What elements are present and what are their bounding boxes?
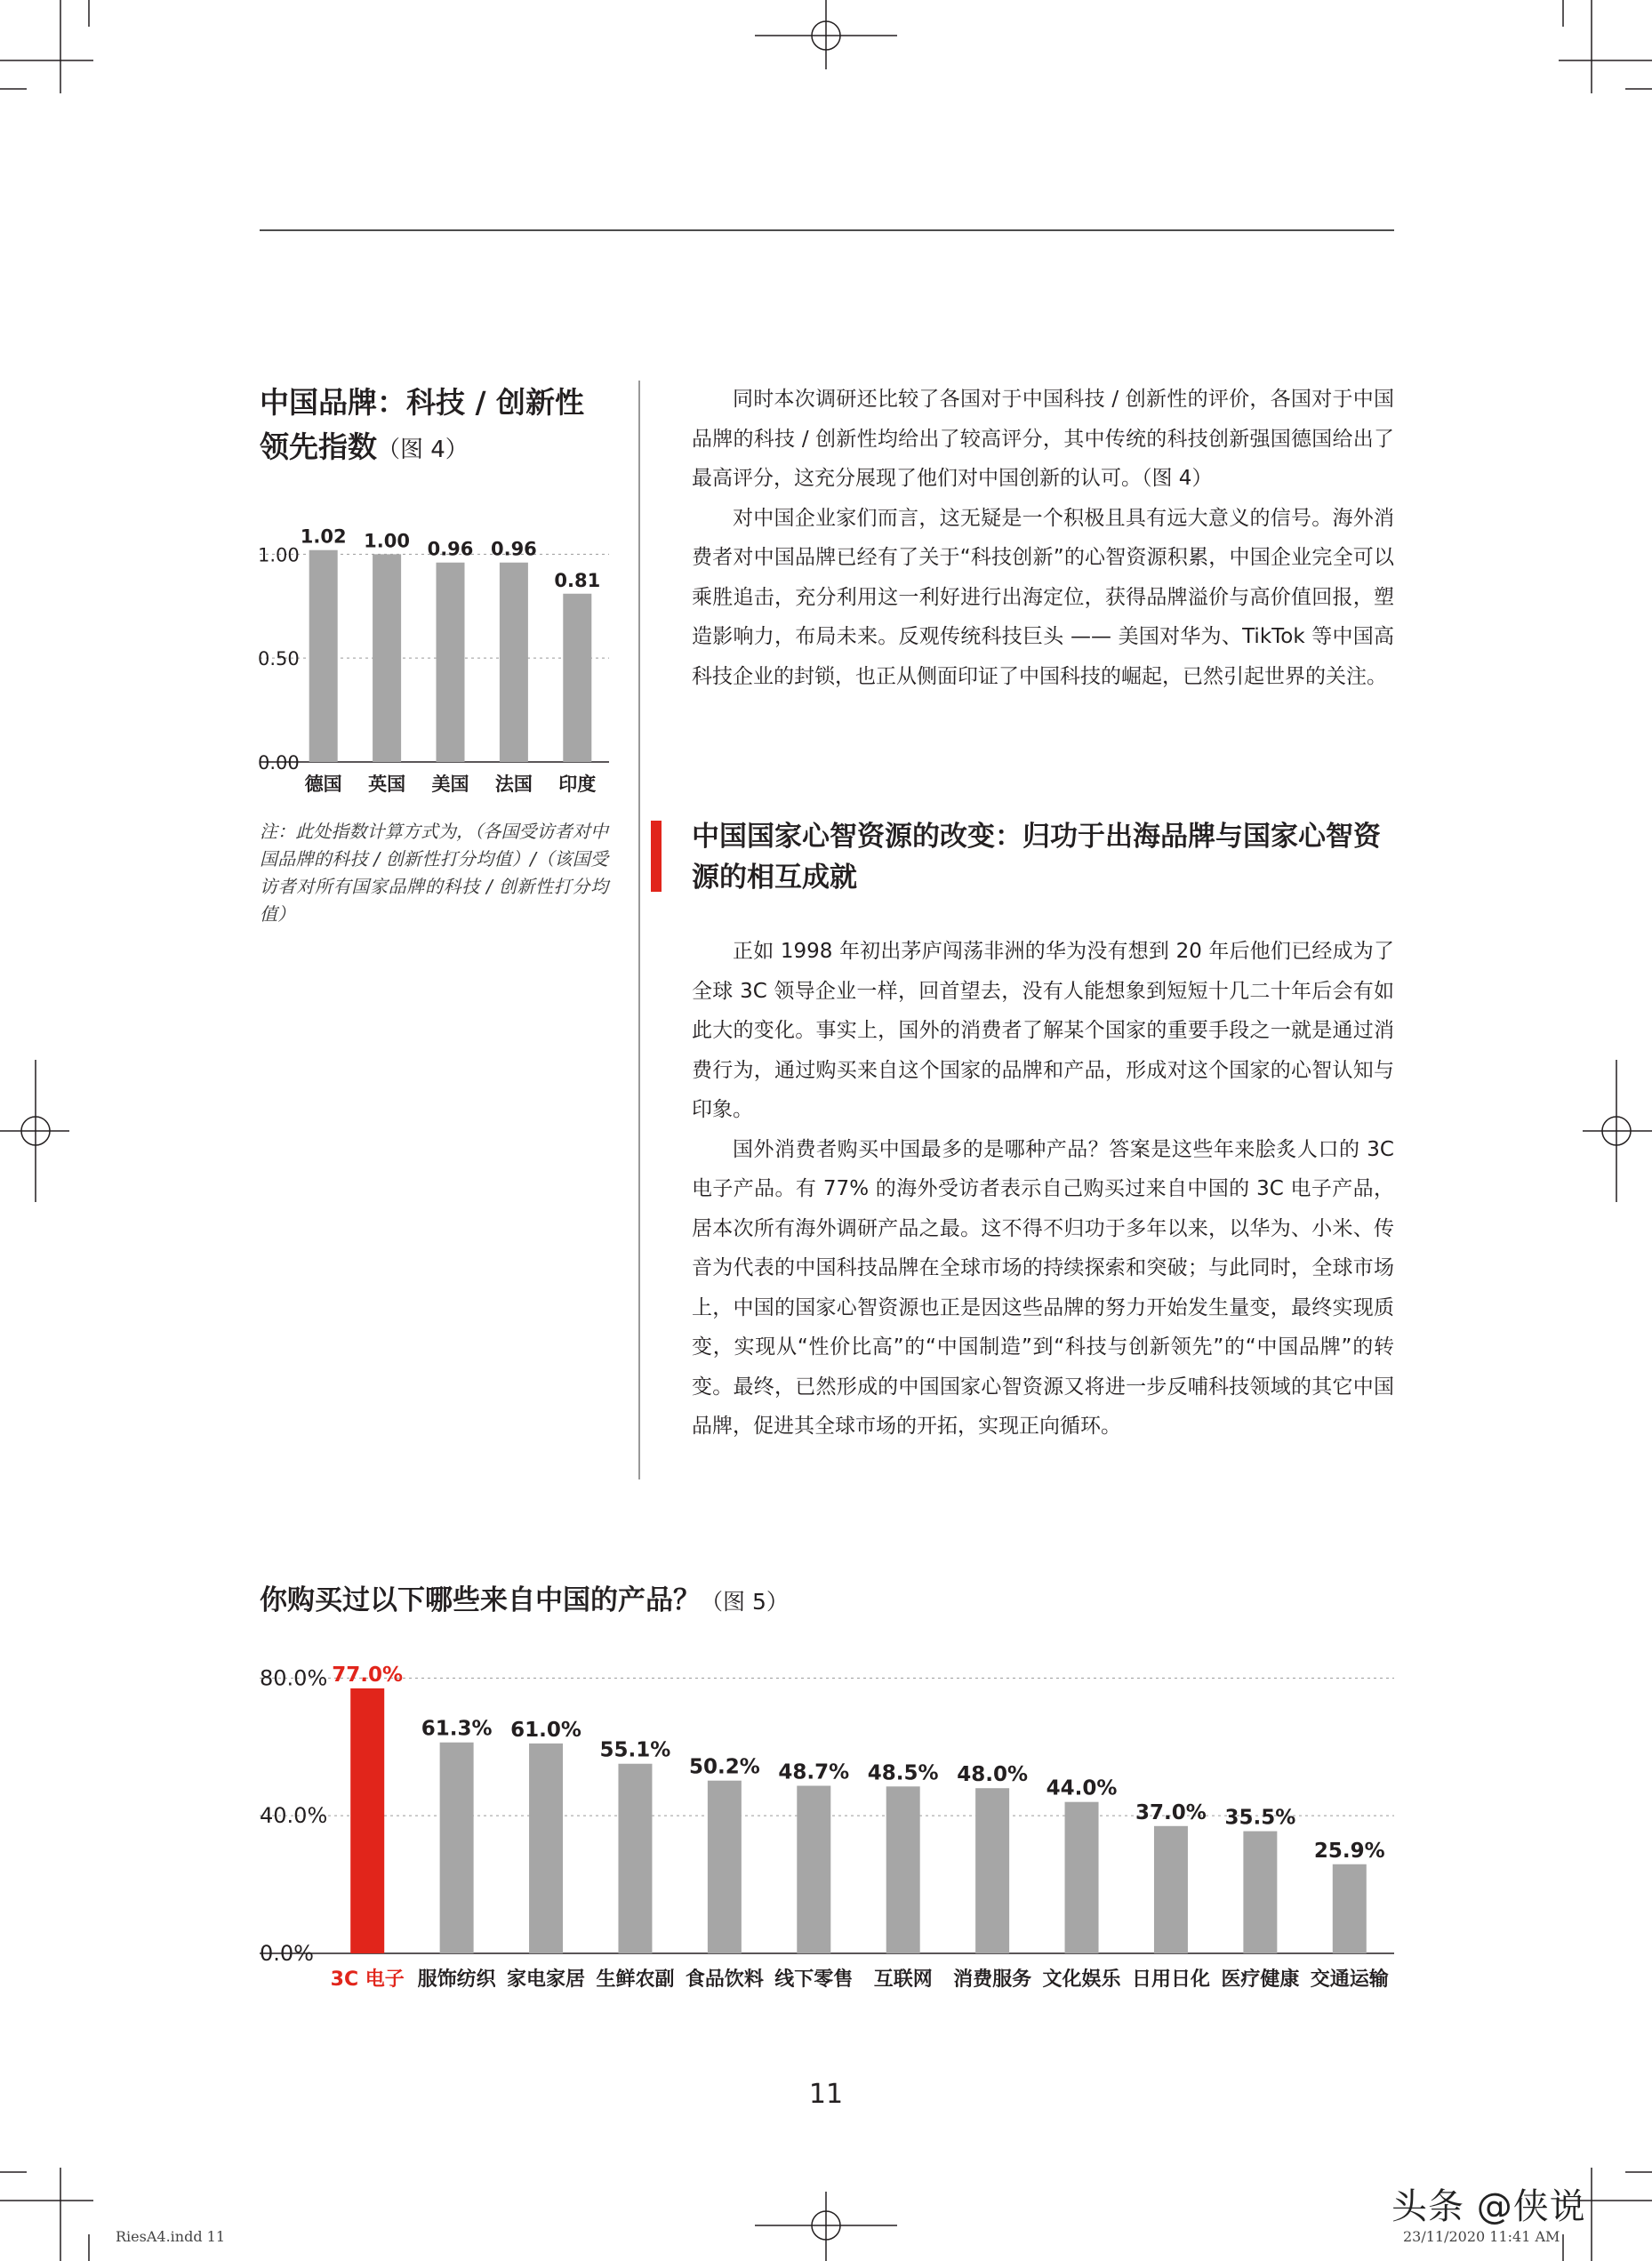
- x-tick-label: 美国: [431, 774, 469, 795]
- data-label: 1.00: [364, 530, 411, 552]
- x-tick-label: 德国: [304, 774, 342, 795]
- y-tick-label: 80.0%: [260, 1665, 328, 1691]
- bar: [1243, 1832, 1277, 1953]
- x-tick-label: 服饰纺织: [417, 1968, 496, 1991]
- header-rule: [260, 229, 1394, 231]
- paragraph: 对中国企业家们而言，这无疑是一个积极且具有远大意义的信号。海外消费者对中国品牌已经有了关于“科技创新”的心智资源积累，中国企业完全可以乘胜追击，充分利用这一利好进行出海定位，获得品牌溢价与高价值回报，塑造影响力，布局未来。反观传统科技巨头 —— 美国对华为、TikTok 等中国高科技企业的封锁，也正从侧面印证了中国科技的崛起，已然引起世界的关注。: [692, 506, 1394, 688]
- chart4-note: 注：此处指数计算方式为，（各国受访者对中国品牌的科技 / 创新性打分均值）/（该国受访者对所有国家品牌的科技 / 创新性打分均值）: [260, 821, 608, 925]
- bar: [309, 550, 338, 762]
- chart5-bar-chart: [249, 1654, 1405, 2009]
- bar: [708, 1781, 742, 1953]
- x-tick-label: 线下零售: [774, 1968, 854, 1991]
- chart4-figure-ref: （图 4）: [377, 437, 469, 463]
- x-tick-label: 医疗健康: [1221, 1968, 1300, 1991]
- data-label: 61.3%: [421, 1717, 493, 1741]
- column-divider: [638, 381, 640, 1479]
- paragraph: 正如 1998 年初出茅庐闯荡非洲的华为没有想到 20 年后他们已经成为了全球 3C 领导企业一样，回首望去，没有人能想象到短短十几二十年后会有如此大的变化。事实上，国外的消费者了解某个国家的重要手段之一就是通过消费行为，通过购买来自这个国家的品牌和产品，形成对这个国家的心智认知与印象。: [692, 940, 1394, 1121]
- chart4-title-line1: 中国品牌：科技 / 创新性: [260, 385, 585, 420]
- x-tick-label: 3C 电子: [330, 1968, 405, 1991]
- data-label: 35.5%: [1224, 1806, 1296, 1830]
- y-tick-label: 0.50: [258, 648, 300, 670]
- data-label: 50.2%: [688, 1755, 760, 1779]
- heading-accent-bar: [651, 821, 662, 892]
- y-tick-label: 40.0%: [260, 1803, 328, 1829]
- data-label: 77.0%: [332, 1663, 404, 1687]
- chart5-title: [260, 1577, 789, 1617]
- bar: [1065, 1802, 1099, 1953]
- y-tick-label: 0.00: [258, 752, 300, 774]
- slug-left: RiesA4.indd 11: [116, 2228, 226, 2245]
- x-tick-label: 文化娱乐: [1042, 1968, 1121, 1991]
- x-tick-label: 法国: [494, 774, 533, 795]
- x-tick-label: 食品饮料: [685, 1968, 764, 1991]
- x-tick-label: 英国: [368, 774, 406, 795]
- bar: [618, 1764, 652, 1953]
- chart4-bar-chart: [249, 507, 622, 809]
- data-label: 0.96: [490, 538, 537, 560]
- bar: [440, 1743, 474, 1953]
- data-label: 37.0%: [1135, 1800, 1207, 1824]
- data-label: 61.0%: [510, 1718, 581, 1742]
- bar: [437, 563, 465, 762]
- data-label: 44.0%: [1046, 1776, 1118, 1800]
- data-label: 0.96: [427, 538, 474, 560]
- bar: [975, 1788, 1009, 1953]
- bar: [373, 554, 401, 762]
- data-label: 48.5%: [867, 1761, 939, 1785]
- y-tick-label: 0.0%: [260, 1941, 314, 1966]
- chart5-title-text: 你购买过以下哪些来自中国的产品？: [260, 1584, 701, 1616]
- data-label: 0.81: [554, 569, 601, 591]
- bar: [563, 594, 591, 762]
- data-label: 48.0%: [957, 1763, 1029, 1787]
- page-number: 11: [808, 2079, 844, 2110]
- body-text-a: [692, 380, 1394, 696]
- x-tick-label: 交通运输: [1310, 1968, 1389, 1991]
- data-label: 55.1%: [599, 1738, 671, 1762]
- slug-right: 23/11/2020 11:41 AM: [1403, 2228, 1560, 2245]
- x-tick-label: 消费服务: [953, 1968, 1032, 1991]
- bar: [1154, 1826, 1188, 1953]
- x-tick-label: 家电家居: [507, 1968, 586, 1991]
- bar: [350, 1688, 384, 1953]
- data-label: 25.9%: [1313, 1839, 1385, 1863]
- data-label: 1.02: [300, 525, 347, 548]
- bar: [797, 1786, 830, 1953]
- bar: [1333, 1864, 1367, 1953]
- bar: [500, 563, 528, 762]
- x-tick-label: 印度: [558, 774, 597, 795]
- section-heading: 中国国家心智资源的改变：归功于出海品牌与国家心智资源的相互成就: [692, 821, 1381, 894]
- data-label: 48.7%: [778, 1760, 850, 1784]
- bar: [529, 1744, 563, 1953]
- x-tick-label: 互联网: [873, 1968, 933, 1991]
- paragraph: 国外消费者购买中国最多的是哪种产品？答案是这些年来脍炙人口的 3C 电子产品。有 77% 的海外受访者表示自己购买过来自中国的 3C 电子产品，居本次所有海外调研产品之最。这不得不归功于多年以来，以华为、小米、传音为代表的中国科技品牌在全球市场的持续探索和突破；与此同时，全球市场上，中国的国家心智资源也正是因这些品牌的努力开始发生量变，最终实现质变，实现从“性价比高”的“中国制造”到“科技与创新领先”的“中国品牌”的转变。最终，已然形成的中国国家心智资源又将进一步反哺科技领域的其它中国品牌，促进其全球市场的开拓，实现正向循环。: [692, 1137, 1394, 1438]
- paragraph: 同时本次调研还比较了各国对于中国科技 / 创新性的评价，各国对于中国品牌的科技 / 创新性均给出了较高评分，其中传统的科技创新强国德国给出了最高评分，这充分展现了他们对中国创新的认可。（图 4）: [692, 388, 1394, 490]
- chart5-figure-ref: （图 5）: [701, 1589, 789, 1615]
- watermark: 头条 @侠说: [1391, 2186, 1586, 2227]
- chart4-title: [260, 381, 615, 472]
- x-tick-label: 日用日化: [1131, 1968, 1210, 1991]
- x-tick-label: 生鲜农副: [596, 1968, 675, 1991]
- y-tick-label: 1.00: [258, 544, 300, 566]
- chart4-title-line2: 领先指数: [260, 429, 377, 464]
- bar: [886, 1786, 920, 1953]
- body-text-b: [692, 932, 1394, 1447]
